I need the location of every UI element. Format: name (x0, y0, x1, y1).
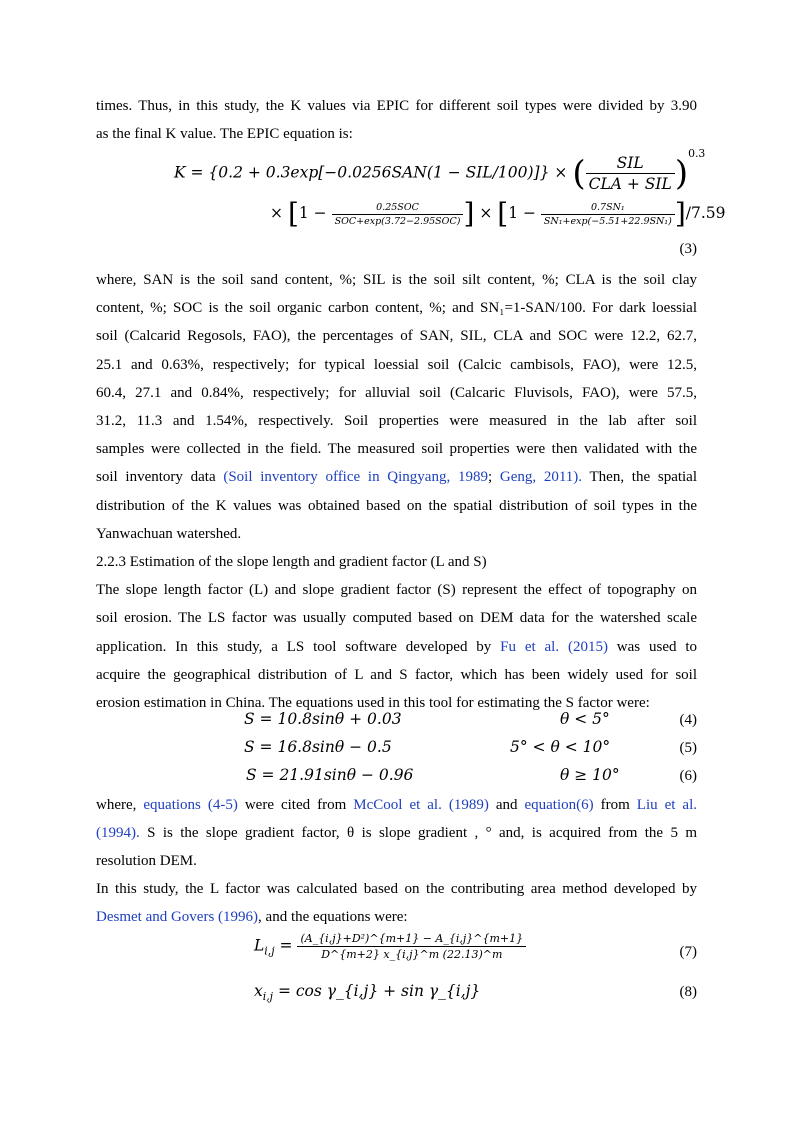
text-line: content, %; SOC is the soil organic carbon content, %; and SN₁=1-SAN/100. For dark loessial (96, 300, 697, 317)
equation-3-sn-fraction: $\frac{\text{0.7SN₁}}{\text{SN₁+exp(−5.51+22.9SN₁)}}$ (541, 202, 675, 227)
citation-link[interactable]: Desmet and Govers (1996) (96, 909, 259, 926)
equation-6-expr: S = 21.91sinθ − 0.96 (246, 766, 414, 784)
text-line: as the final K value. The EPIC equation is: (96, 126, 353, 143)
equation-3-number: (3) (679, 241, 697, 257)
equation-3-fraction: $\frac{\text{SIL}}{\text{CLA + SIL}}$ (586, 154, 675, 193)
text-line: 25.1 and 0.63%, respectively; for typical loessial soil (Calcic cambisols, FAO), were 12.5, (96, 356, 697, 373)
equation-4-condition: θ < 5° (560, 710, 610, 728)
text-line: erosion estimation in China. The equations used in this tool for estimating the S factor were: (96, 694, 650, 711)
equation-3-row-2: × [1 − $\frac{\text{0.25SOC}}{\text{SOC+exp(3.72−2.95SOC)}}$ ] × [1 − $\frac{\text{0.7SN₁}}{\text{SN₁+exp(−5.51+22.9SN₁)}}$ ]/7.59 (270, 197, 726, 230)
paragraph-soil-properties (96, 266, 697, 548)
citation-link[interactable]: Fu et al. (2015) (500, 638, 608, 655)
text-line: (1994). S is the slope gradient factor, θ is slope gradient , ° and, is acquired from the 5 m (96, 825, 697, 842)
text-line: samples were collected in the field. The measured soil properties were then validated with the (96, 441, 697, 458)
equation-6-number: (6) (679, 768, 697, 784)
equation-3-left: K = {0.2 + 0.3exp[−0.0256SAN(1 − SIL/100)]} × (174, 163, 568, 182)
text-line: acquire the geographical distribution of L and S factor, which has been widely used for soil (96, 666, 697, 683)
text-line: where, SAN is the soil sand content, %; SIL is the soil silt content, %; CLA is the soil clay (96, 272, 697, 288)
citation-link[interactable]: (Soil inventory office in Qingyang, 1989 (223, 469, 488, 486)
text-line: resolution DEM. (96, 853, 197, 870)
text-line: 60.4, 27.1 and 0.84%, respectively; for alluvial soil (Calcaric Fluvisols, FAO), were 57.5, (96, 384, 697, 401)
citation-link[interactable]: Geng, 2011). (499, 469, 583, 486)
citation-link[interactable]: equations (4-5) (143, 797, 238, 813)
equation-5-expr: S = 16.8sinθ − 0.5 (244, 738, 392, 756)
citation-link[interactable]: (1994). (96, 825, 140, 842)
text-line: In this study, the L factor was calculated based on the contributing area method developed by (96, 881, 697, 897)
paragraph-s-definition (96, 791, 697, 876)
equation-7: $L_{i,j}$ = $\frac{\text{(A\_\{i,j\}+D²)\textasciicircum{}\{m+1\} − A\_\{i,j\}\textasciicircum{}\{m+1\}}}{D\^{}\{m+2\} x\_\{i,j\}\^{}m (22.13)\^{}m}$ (254, 932, 526, 961)
equation-3-exponent: 0.3 (688, 147, 706, 161)
text-line: soil erosion. The LS factor was usually computed based on DEM data for the watershed scale (96, 610, 697, 627)
equation-4-expr: S = 10.8sinθ + 0.03 (244, 710, 402, 728)
text-line: soil (Calcarid Regosols, FAO), the percentages of SAN, SIL, CLA and SOC were 12.2, 62.7, (96, 328, 697, 345)
text-line: Desmet and Govers (1996), and the equations were: (96, 909, 408, 926)
text-line: The slope length factor (L) and slope gradient factor (S) represent the effect of topography on (96, 582, 697, 599)
citation-link[interactable]: McCool et al. (1989) (353, 797, 489, 813)
equation-8: $x_{i,j} = \cos$ γ_{i,j} + sin γ_{i,j} (254, 982, 481, 1004)
equation-3-soc-fraction: $\frac{\text{0.25SOC}}{\text{SOC+exp(3.72−2.95SOC)}}$ (332, 202, 464, 227)
text-line: soil inventory data (Soil inventory office in Qingyang, 1989; Geng, 2011). Then, the spatial (96, 469, 698, 486)
equation-5-number: (5) (679, 740, 697, 756)
equation-3-row-1: K = {0.2 + 0.3exp[−0.0256SAN(1 − SIL/100)]} × ( $\frac{\text{SIL}}{\text{CLA + SIL}}$ )$^{0.3}$ (174, 147, 706, 194)
text-line: Yanwachuan watershed. (96, 525, 242, 542)
citation-link[interactable]: equation(6) (524, 797, 594, 813)
text-line: distribution of the K values was obtained based on the spatial distribution of soil types in the (96, 497, 697, 514)
citation-link[interactable]: Liu et al. (636, 797, 697, 813)
equation-8-number: (8) (679, 984, 697, 1000)
equation-6-condition: θ ≥ 10° (560, 766, 620, 784)
paragraph-l-factor (96, 875, 697, 931)
text-line: 31.2, 11.3 and 1.54%, respectively. Soil properties were measured in the lab after soil (96, 412, 697, 429)
text-line: application. In this study, a LS tool software developed by Fu et al. (2015) was used to (96, 638, 698, 655)
equation-7-number: (7) (679, 944, 697, 960)
paragraph-ls-factor (96, 548, 697, 717)
section-heading: 2.2.3 Estimation of the slope length and gradient factor (L and S) (96, 554, 487, 570)
equation-7-fraction: $\frac{\text{(A\_\{i,j\}+D²)\textasciicircum{}\{m+1\} − A\_\{i,j\}\textasciicircum{}\{m+1\}}}{D\^{}\{m+2\} x\_\{i,j\}\^{}m (22.13)\^{}m}$ (297, 932, 526, 961)
equation-4-number: (4) (679, 712, 697, 728)
text-line: where, equations (4-5) were cited from McCool et al. (1989) and equation(6) from Liu et al. (96, 797, 697, 813)
equation-5-condition: 5° < θ < 10° (510, 738, 611, 756)
paragraph-k-values (96, 92, 697, 148)
text-line: times. Thus, in this study, the K values via EPIC for different soil types were divided by 3.90 (96, 98, 697, 114)
